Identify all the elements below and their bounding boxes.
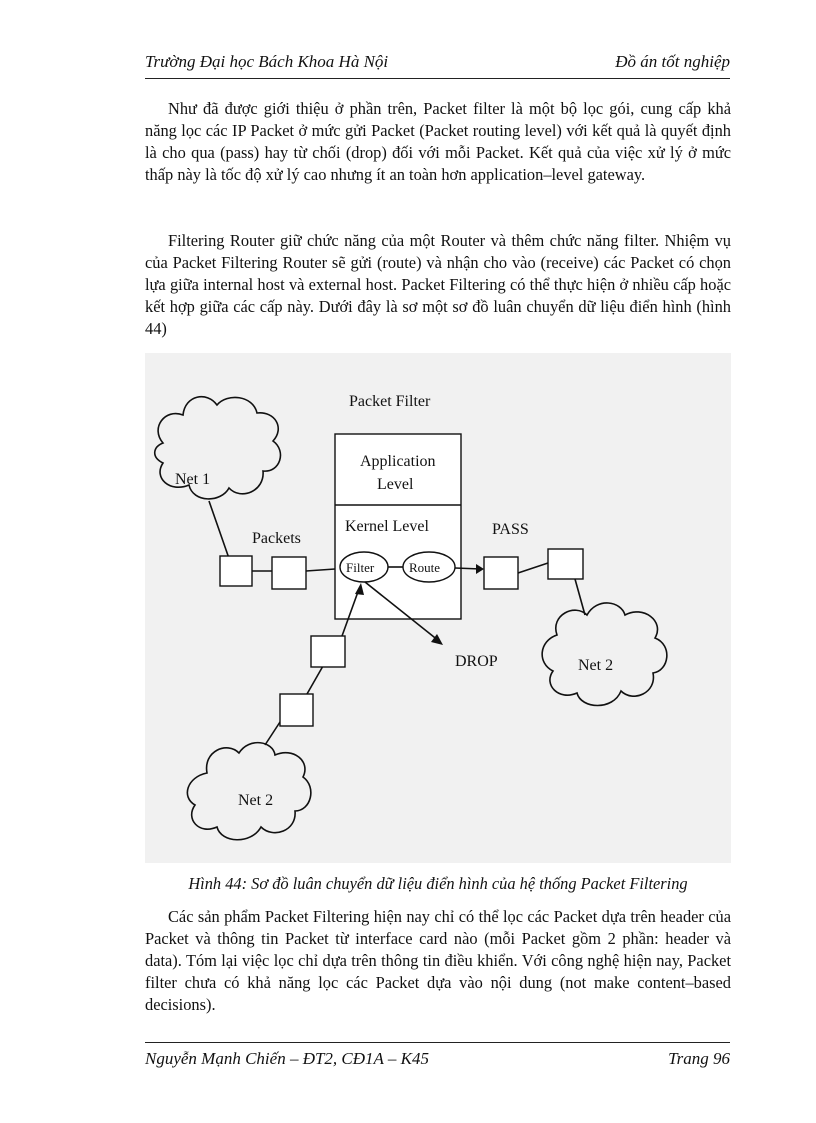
paragraph-intro: Như đã được giới thiệu ở phần trên, Packet filter là một bộ lọc gói, cung cấp khả năng lọc các IP Packet ở mức gửi Packet (Packet routing level) với kết quả là quyết định là cho qua (pass) hay từ chối (drop) đối với mỗi Packet. Kết quả của việc xử lý ở mức thấp này là tốc độ xử lý cao nhưng ít an toàn hơn application–level gateway. <box>145 99 731 184</box>
net1-label: Net 1 <box>175 471 211 488</box>
drop-label: DROP <box>455 653 498 670</box>
kernel-level-label: Kernel Level <box>345 518 429 535</box>
packet-box-1 <box>220 556 252 586</box>
footer-page-number: Trang 96 <box>668 1049 730 1068</box>
paragraph-filtering-router: Filtering Router giữ chức năng của một Router và thêm chức năng filter. Nhiệm vụ của Packet Filtering Router sẽ gửi (route) và nhận cho vào (receive) các Packet có chọn lựa giữa internal host và external host. Packet Filtering có thể thực hiện ở nhiều cấp hoặc kết hợp giữa các cấp này. Dưới đây là sơ một sơ đồ luân chuyển dữ liệu điển hình (hình 44) <box>145 231 731 338</box>
diagram-svg <box>145 353 731 863</box>
figure-packet-filter-diagram <box>145 353 731 863</box>
packet-box-pass-1 <box>484 557 518 589</box>
net1-cloud <box>155 397 281 499</box>
application-level-line1: Application <box>360 453 436 470</box>
page-header <box>145 52 730 79</box>
packet-box-pass-2 <box>548 549 583 579</box>
packets-label: Packets <box>252 530 301 547</box>
packet-filter-title: Packet Filter <box>349 393 431 410</box>
net2-right-cloud <box>542 603 667 706</box>
net2-bottom-label: Net 2 <box>238 792 274 809</box>
pass-label: PASS <box>492 521 529 538</box>
paragraph-products: Các sản phẩm Packet Filtering hiện nay chỉ có thể lọc các Packet dựa trên header của Packet và thông tin Packet từ interface card nào (mỗi Packet gồm 2 phần: header và data). Tóm lại việc lọc chỉ dựa trên thông tin điều khiển. Với công nghệ hiện nay, Packet filter chưa có khả năng lọc các Packet dựa vào nội dung (not make content–based decisions). <box>145 907 731 1014</box>
route-label: Route <box>409 560 441 575</box>
packet-box-lower-1 <box>311 636 345 667</box>
footer-author: Nguyễn Mạnh Chiến – ĐT2, CĐ1A – K45 <box>145 1049 429 1068</box>
page-footer <box>145 1042 730 1073</box>
figure-caption: Hình 44: Sơ đồ luân chuyển dữ liệu điển hình của hệ thống Packet Filtering <box>188 874 688 893</box>
packet-box-2 <box>272 557 306 589</box>
header-document-type: Đồ án tốt nghiệp <box>615 52 730 71</box>
packet-box-lower-2 <box>280 694 313 726</box>
application-level-line2: Level <box>377 476 414 493</box>
header-university: Trường Đại học Bách Khoa Hà Nội <box>145 52 389 71</box>
net2-right-label: Net 2 <box>578 657 614 674</box>
filter-label: Filter <box>346 560 375 575</box>
